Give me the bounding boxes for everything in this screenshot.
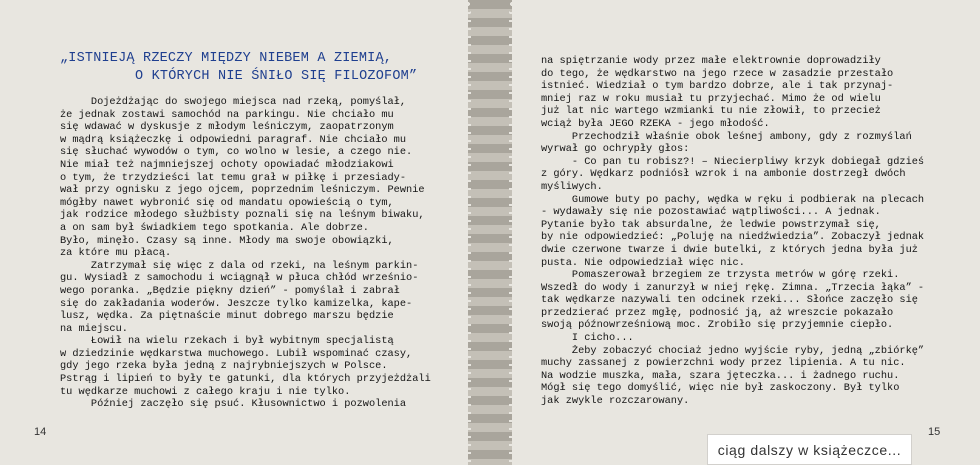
book-spine-binding: [468, 0, 512, 465]
text-line: Pytanie było tak absurdalne, że ledwie powstrzymał się,: [541, 218, 881, 231]
text-line: Łowił na wielu rzekach i był wybitnym specjalistą: [60, 335, 394, 348]
text-line: jak zwykle rozczarowany.: [541, 395, 690, 408]
chapter-title-line-1: „ISTNIEJĄ RZECZY MIĘDZY NIEBEM A ZIEMIĄ,: [60, 51, 393, 66]
text-line: Żeby zobaczyć chociaż jedno wyjście ryby, jedną „zbiórkę”: [541, 344, 925, 357]
text-line: pusta. Nie odpowiedział więc nic.: [541, 256, 745, 269]
text-line: jak rodzice młodego służbisty poznali się na leśnym biwaku,: [60, 209, 425, 222]
text-line: Przechodził właśnie obok leśnej ambony, gdy z rozmyślań: [541, 130, 912, 143]
chapter-title-line-2: O KTÓRYCH NIE ŚNIŁO SIĘ FILOZOFOM”: [135, 69, 418, 84]
text-line: gdy jego rzeka była jedną z najrybniejszych w Polsce.: [60, 360, 388, 373]
text-line: tu wędkarze muchowi z całego kraju i nie tylko.: [60, 385, 351, 398]
text-line: wego poranka. „Będzie piękny dzień” - pomyślał i zabrał: [60, 284, 400, 297]
text-line: Zatrzymał się więc z dala od rzeki, na leśnym parkin-: [60, 259, 419, 272]
text-line: mógłby nawet wybronić się od mandatu opowieścią o tym,: [60, 196, 394, 209]
left-page-body: [60, 96, 440, 411]
text-line: na spiętrzanie wody przez małe elektrownie doprowadziły: [541, 55, 881, 67]
text-line: dwie czerwone twarze i dwie butelki, z których jedna była już: [541, 243, 918, 256]
left-page: [0, 0, 468, 465]
text-line: swoją późnowrześniową moc. Zrobiło się przyjemnie ciepło.: [541, 319, 894, 332]
text-line: się słuchać wywodów o tym, co wolno w lesie, a czego nie.: [60, 146, 413, 159]
text-line: się do zakładania woderów. Jeszcze tylko kamizelka, kape-: [60, 297, 413, 310]
text-line: by nie odpowiedzieć: „Poluję na niedźwiedzia”. Zobaczył jednak: [541, 231, 925, 244]
text-line: - Co pan tu robisz?! – Niecierpliwy krzyk dobiegał gdzieś: [541, 155, 925, 168]
text-line: lusz, wędka. Za piętnaście minut dobrego marszu będzie: [60, 310, 394, 323]
text-line: już lat nic wartego wzmianki tu nie złowił, to przecież: [541, 105, 881, 118]
text-line: gu. Wysiadł z samochodu i wciągnął w płuca chłód wrześnio-: [60, 272, 419, 285]
text-line: na miejscu.: [60, 322, 128, 335]
text-line: wał przy ognisku z jego ojcem, poprzednim leśniczym. Pewnie: [60, 184, 425, 197]
text-line: się wdawać w dyskusje z młodym leśniczym, zaopatrzonym: [60, 121, 394, 134]
text-line: mniej raz w roku musiał tu przyjechać. Mimo że od wielu: [541, 92, 881, 105]
text-line: o tym, że trzydzieści lat temu grał w piłkę i przesiady-: [60, 171, 407, 184]
text-line: I cicho...: [541, 332, 634, 345]
text-line: Nie miał też najmniejszej ochoty opowiadać młodziakowi: [60, 158, 394, 171]
text-line: - wydawały się nie pozostawiać wątpliwości... A jednak.: [541, 206, 881, 219]
text-line: muchy zassanej z powierzchni wody przez lipienia. A tu nic.: [541, 357, 906, 370]
text-line: Pstrąg i lipień to były te gatunki, dla których przyjeżdżali: [60, 373, 431, 386]
text-line: za które mu płacą.: [60, 247, 172, 260]
text-line: istnieć. Wiedział o tym bardzo dobrze, ale i tak przynaj-: [541, 80, 894, 93]
text-line: Mógł się tego domyślić, więc nie był zaskoczony. Był tylko: [541, 382, 900, 395]
text-line: że jednak zostawi samochód na parkingu. Nie chciało mu: [60, 108, 394, 121]
text-line: Było, minęło. Czasy są inne. Młody ma swoje obowiązki,: [60, 234, 394, 247]
chapter-title: [60, 50, 460, 86]
text-line: tak wędkarze nazywali ten odcinek rzeki... Słońce zaczęło się: [541, 294, 918, 307]
page-number-right: 15: [928, 426, 941, 438]
text-line: Wszedł do wody i zanurzył w niej rękę. Zimna. „Trzecia łąka” -: [541, 281, 925, 294]
continue-reading-button[interactable]: ciąg dalszy w książeczce...: [707, 434, 912, 465]
text-line: do tego, że wędkarstwo na jego rzece w zasadzie przestało: [541, 67, 894, 80]
text-line: w mądrą książeczkę i odpowiedni paragraf. Nie chciało mu: [60, 133, 407, 146]
text-line: myśliwych.: [541, 180, 603, 193]
text-line: a on sam był świadkiem tego spotkania. Ale dobrze.: [60, 221, 369, 234]
text-line: Później zaczęło się psuć. Kłusownictwo i pozwolenia: [60, 398, 407, 411]
text-line: wyrwał go ochrypły głos:: [541, 143, 690, 156]
text-line: przedzierać przez mgłę, podnosić ją, aż wreszcie pokazało: [541, 306, 894, 319]
text-line: w dziedzinie wędkarstwa muchowego. Lubił wspominać czasy,: [60, 347, 413, 360]
text-line: Dojeżdżając do swojego miejsca nad rzeką, pomyślał,: [60, 96, 407, 108]
text-line: wciąż była JEGO RZEKA - jego młodość.: [541, 117, 770, 130]
text-line: Gumowe buty po pachy, wędka w ręku i podbierak na plecach: [541, 193, 925, 206]
text-line: Na wodzie muszka, mała, szara jęteczka... i żadnego ruchu.: [541, 369, 900, 382]
right-page-body: [541, 55, 925, 408]
text-line: z góry. Wędkarz podniósł wzrok i na ambonie dostrzegł dwóch: [541, 168, 906, 181]
text-line: Pomaszerował brzegiem ze trzysta metrów w górę rzeki.: [541, 269, 900, 282]
page-number-left: 14: [34, 426, 47, 438]
